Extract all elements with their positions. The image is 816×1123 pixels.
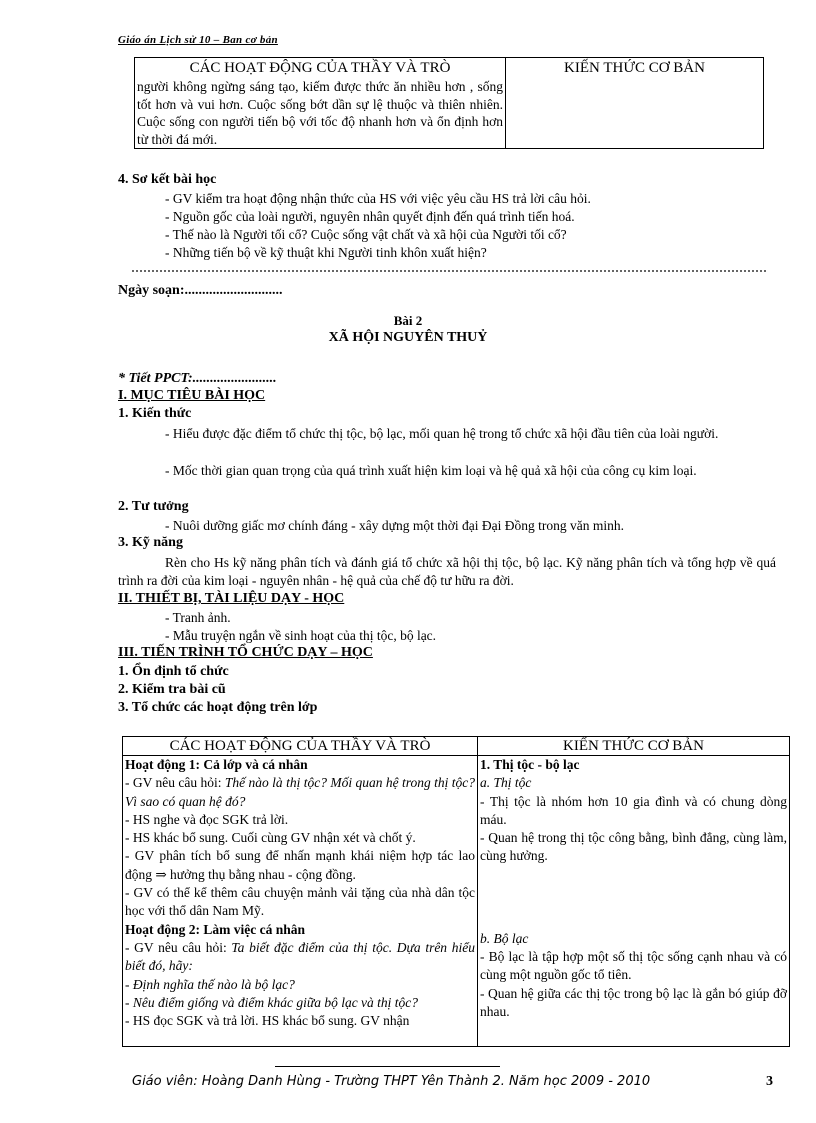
kien-thuc-heading: 1. Kiến thức [118,406,192,421]
activity2-line: - HS đọc SGK và trả lời. HS khác bổ sung. GV nhận [125,1013,410,1029]
knowledge1a-heading: a. Thị tộc [480,775,532,791]
section3-item: 1. Ổn định tổ chức [118,664,229,679]
ngay-soan: Ngày soạn:............................ [118,283,283,298]
tu-tuong-heading: 2. Tư tưởng [118,499,189,514]
activity2-item: - Định nghĩa thế nào là bộ lạc? [125,976,295,992]
activity2-title: Hoạt động 2: Làm việc cá nhân [125,921,306,937]
activity2-question-prefix: - GV nêu câu hỏi: [125,939,232,955]
activity1-line: - GV phân tích bổ sung để nhấn mạnh khái niệm hợp tác lao động ⇒ hưởng thụ bằng nhau - cộng đồng. [125,848,475,882]
knowledge1b-item: - Quan hệ giữa các thị tộc trong bộ lạc là gắn bó giúp đỡ nhau. [480,985,787,1019]
section2-heading: II. THIẾT BỊ, TÀI LIỆU DẠY - HỌC [118,591,345,606]
table2-activities-cell [123,756,478,1047]
knowledge1a-item: - Thị tộc là nhóm hơn 10 gia đình và có chung dòng máu. [480,793,787,827]
lesson-title: XÃ HỘI NGUYÊN THUỶ [328,330,488,345]
lesson-number: Bài 2 [393,313,423,328]
activity1-question-text: Thế nào là thị tộc? Mối quan hệ trong thị tộc? Vì sao có quan hệ đó? [125,775,475,809]
table2-col2-header: KIẾN THỨC CƠ BẢN [478,737,790,756]
table2-knowledge-cell [478,756,790,1047]
activity1-question-prefix: - GV nêu câu hỏi: [125,775,225,791]
section3-heading: III. TIẾN TRÌNH TỔ CHỨC DẠY – HỌC [118,645,373,660]
summary-item: - GV kiểm tra hoạt động nhận thức của HS với việc yêu cầu HS trả lời câu hỏi. [165,191,591,206]
document-header-title: Giáo án Lịch sử 10 – Ban cơ bản [118,34,278,46]
activity2-question-text: Ta biết đặc điểm của thị tộc. Dựa trên hiểu biết đó, hãy: [125,939,475,974]
knowledge1a-item: - Quan hệ trong thị tộc công bằng, bình đẳng, cùng làm, cùng hưởng. [480,830,787,864]
knowledge-spacer [480,866,787,930]
table1-col1 [135,58,506,149]
summary-heading: 4. Sơ kết bài học [118,172,217,187]
kien-thuc-item: - Mốc thời gian quan trọng của quá trình xuất hiện kim loại và hệ quả xã hội của công cụ kim loại. [165,463,697,478]
activity1-question [125,774,475,811]
ky-nang-heading: 3. Kỹ năng [118,535,183,550]
summary-item: - Nguồn gốc của loài người, nguyên nhân quyết định đến quá trình tiến hoá. [165,209,575,224]
knowledge1b-heading: b. Bộ lạc [480,930,529,946]
section1-heading: I. MỤC TIÊU BÀI HỌC [118,388,266,403]
section2-item: - Mẫu truyện ngắn về sinh hoạt của thị tộc, bộ lạc. [165,628,437,643]
kien-thuc-item: - Hiểu được đặc điểm tổ chức thị tộc, bộ lạc, mối quan hệ trong tổ chức xã hội đầu tiên của loài người. [165,426,719,441]
ky-nang-item: Rèn cho Hs kỹ năng phân tích và đánh giá tổ chức xã hội thị tộc, bộ lạc. Kỹ năng phân tích và tổng hợp về quá trình ra đời của kim loại - nguyên nhân - hệ quả của chế độ tư hữu ra đời. [118,555,776,588]
table1-col1-header: CÁC HOẠT ĐỘNG CỦA THẦY VÀ TRÒ [189,60,451,76]
section3-item: 3. Tổ chức các hoạt động trên lớp [118,700,318,715]
section-separator [132,270,766,272]
activity1-line: - HS khác bổ sung. Cuối cùng GV nhận xét và chốt ý. [125,830,416,846]
tu-tuong-item: - Nuôi dưỡng giấc mơ chính đáng - xây dựng một thời đại Đại Đồng trong văn minh. [165,518,624,533]
page-number: 3 [766,1074,773,1089]
activity-table-continued [134,57,764,149]
table1-col1-text: người không ngừng sáng tạo, kiếm được thức ăn nhiều hơn , sống tốt hơn và vui hơn. Cuộc sống bớt dần sự lệ thuộc và thiên nhiên. Cuộc sống con người tiến bộ với tốc độ nhanh hơn và ổn định hơn từ thời đá mới. [137,79,503,147]
table2-col1-header: CÁC HOẠT ĐỘNG CỦA THẦY VÀ TRÒ [123,737,478,756]
activity1-title: Hoạt động 1: Cả lớp và cá nhân [125,757,308,772]
knowledge1b-item: - Bộ lạc là tập hợp một số thị tộc sống cạnh nhau và có cùng một nguồn gốc tổ tiên. [480,949,787,983]
footer-rule [275,1066,500,1067]
footer-text: Giáo viên: Hoàng Danh Hùng - Trường THPT Yên Thành 2. Năm học 2009 - 2010 [132,1074,651,1089]
section3-item: 2. Kiểm tra bài cũ [118,682,226,697]
summary-item: - Thế nào là Người tối cổ? Cuộc sống vật chất và xã hội của Người tối cổ? [165,227,567,242]
summary-item: - Những tiến bộ về kỹ thuật khi Người tinh khôn xuất hiện? [165,245,487,260]
activity1-line: - HS nghe và đọc SGK trả lời. [125,811,289,827]
section2-item: - Tranh ảnh. [165,610,231,625]
activity2-question [125,939,475,976]
tiet-ppct: * Tiết PPCT:........................ [118,371,277,386]
activity1-line: - GV có thể kể thêm câu chuyện mảnh vải tặng của nhà dân tộc học với thổ dân Nam Mỹ. [125,885,475,919]
table1-col2 [506,58,764,149]
table1-col2-header: KIẾN THỨC CƠ BẢN [564,60,705,76]
activity-table [122,736,790,1047]
activity2-item: - Nêu điểm giống và điểm khác giữa bộ lạc và thị tộc? [125,994,419,1010]
knowledge1-title: 1. Thị tộc - bộ lạc [480,757,580,772]
